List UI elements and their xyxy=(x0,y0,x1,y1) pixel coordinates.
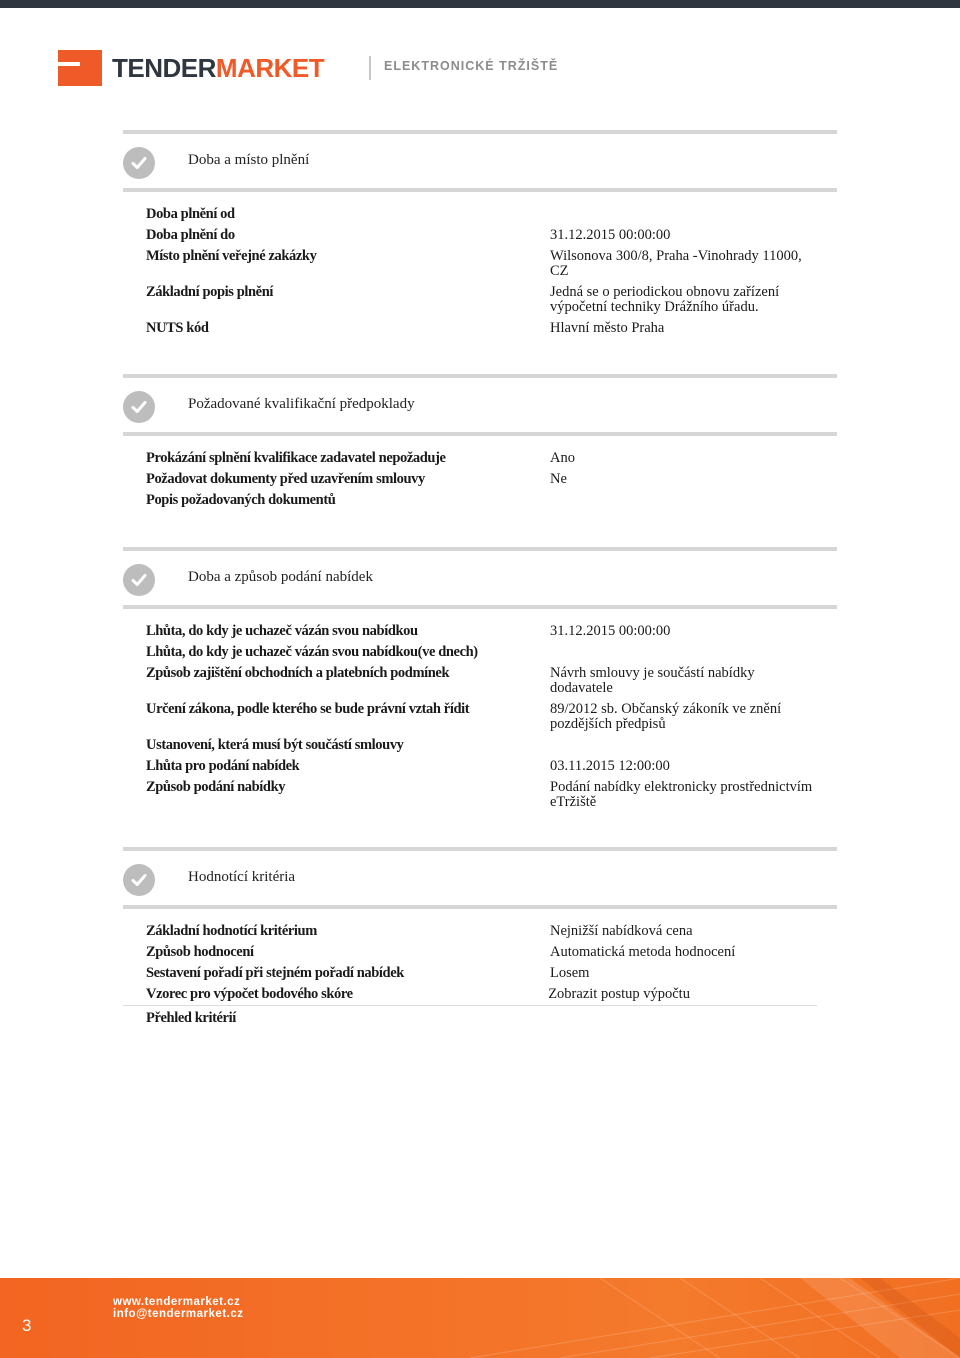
footer-website-link[interactable]: www.tendermarket.cz xyxy=(113,1296,241,1308)
detail-row xyxy=(123,621,837,642)
detail-row xyxy=(123,942,837,963)
row-value xyxy=(550,642,820,663)
logo-subtitle: ELEKTRONICKÉ TRŽIŠTĚ xyxy=(384,59,559,73)
section-header xyxy=(123,374,837,436)
footer xyxy=(0,1278,960,1358)
detail-row xyxy=(123,963,837,984)
row-value: Ano xyxy=(550,450,575,466)
section-header xyxy=(123,847,837,909)
detail-row xyxy=(123,246,837,282)
section-rows xyxy=(123,921,837,1029)
row-value: Hlavní město Praha xyxy=(550,320,665,336)
row-label: Místo plnění veřejné zakázky xyxy=(146,248,317,264)
row-value xyxy=(550,735,820,756)
top-bar xyxy=(0,0,960,8)
detail-row xyxy=(123,318,837,339)
detail-row xyxy=(123,921,837,942)
row-label: Doba plnění do xyxy=(146,227,235,243)
section-doba-zpusob-podani xyxy=(123,547,837,813)
row-value: Zobrazit postup výpočtu xyxy=(548,986,690,1002)
logo-word-market: MARKET xyxy=(215,53,325,83)
row-value xyxy=(550,204,820,225)
section-rows xyxy=(123,204,837,339)
section-header xyxy=(123,547,837,609)
check-circle-icon xyxy=(123,564,155,596)
logo-divider xyxy=(369,56,371,80)
row-value: Nejnižší nabídková cena xyxy=(550,923,693,939)
check-circle-icon xyxy=(123,391,155,423)
detail-row xyxy=(123,777,837,813)
row-label: Přehled kritérií xyxy=(146,1010,236,1026)
row-label: Lhůta pro podání nabídek xyxy=(146,758,300,774)
row-label: Způsob hodnocení xyxy=(146,944,254,960)
tendermarket-logo-icon xyxy=(58,50,102,86)
row-label: Popis požadovaných dokumentů xyxy=(146,492,336,508)
row-value: 31.12.2015 00:00:00 xyxy=(550,227,671,243)
row-label: Základní hodnotící kritérium xyxy=(146,923,317,939)
detail-row xyxy=(123,204,837,225)
detail-row xyxy=(123,984,817,1006)
detail-row xyxy=(123,642,837,663)
row-label: Sestavení pořadí při stejném pořadí nabídek xyxy=(146,965,404,981)
section-title: Požadované kvalifikační předpoklady xyxy=(188,396,415,412)
section-rows xyxy=(123,448,837,511)
section-title: Doba a místo plnění xyxy=(188,152,310,168)
detail-row xyxy=(123,699,837,735)
section-title: Hodnotící kritéria xyxy=(188,869,296,885)
row-value: 03.11.2015 12:00:00 xyxy=(550,758,670,774)
row-value: 89/2012 sb. Občanský zákoník ve znění pozdějších předpisů xyxy=(550,701,782,732)
section-title: Doba a způsob podání nabídek xyxy=(188,569,373,585)
row-value xyxy=(550,490,820,511)
row-value: Jedná se o periodickou obnovu zařízení výpočetní techniky Drážního úřadu. xyxy=(550,284,780,315)
row-label: Doba plnění od xyxy=(146,206,235,222)
check-circle-icon xyxy=(123,864,155,896)
row-label: Prokázání splnění kvalifikace zadavatel nepožaduje xyxy=(146,450,446,466)
detail-row xyxy=(123,1008,837,1029)
row-label: Způsob podání nabídky xyxy=(146,779,286,795)
row-value: Automatická metoda hodnocení xyxy=(550,944,736,960)
row-label: Základní popis plnění xyxy=(146,284,274,300)
section-header xyxy=(123,130,837,192)
row-label: Lhůta, do kdy je uchazeč vázán svou nabídkou(ve dnech) xyxy=(146,644,478,660)
row-label: Určení zákona, podle kterého se bude právní vztah řídit xyxy=(146,701,470,717)
detail-row xyxy=(123,282,837,318)
section-kvalifikacni-predpoklady xyxy=(123,374,837,511)
logo-wordmark xyxy=(112,50,324,86)
section-doba-misto-plneni xyxy=(123,130,837,339)
detail-row xyxy=(123,469,837,490)
row-value: Návrh smlouvy je součástí nabídky dodavatele xyxy=(550,665,755,696)
row-label: Ustanovení, která musí být součástí smlouvy xyxy=(146,737,404,753)
row-value: 31.12.2015 00:00:00 xyxy=(550,623,671,639)
tendermarket-logo xyxy=(58,48,324,88)
row-label: Požadovat dokumenty před uzavřením smlouvy xyxy=(146,471,425,487)
row-value: Ne xyxy=(550,471,567,487)
check-circle-icon xyxy=(123,147,155,179)
row-label: NUTS kód xyxy=(146,320,209,336)
section-rows xyxy=(123,621,837,813)
detail-row xyxy=(123,225,837,246)
detail-row xyxy=(123,756,837,777)
detail-row xyxy=(123,663,837,699)
row-value: Podání nabídky elektronicky prostřednictvím eTržiště xyxy=(550,779,813,810)
footer-contacts xyxy=(113,1296,244,1320)
logo-word-tender: TENDER xyxy=(112,53,216,83)
detail-row xyxy=(123,448,837,469)
footer-email-link[interactable]: info@tendermarket.cz xyxy=(113,1308,244,1320)
row-value: Losem xyxy=(550,965,590,981)
row-label: Lhůta, do kdy je uchazeč vázán svou nabídkou xyxy=(146,623,418,639)
row-label: Vzorec pro výpočet bodového skóre xyxy=(146,986,353,1002)
page-number: 3 xyxy=(22,1316,32,1335)
section-hodnotici-kriteria xyxy=(123,847,837,1029)
row-value xyxy=(550,1008,820,1029)
row-label: Způsob zajištění obchodních a platebních podmínek xyxy=(146,665,450,681)
detail-row xyxy=(123,490,837,511)
row-value: Wilsonova 300/8, Praha -Vinohrady 11000, CZ xyxy=(550,248,802,279)
detail-row xyxy=(123,735,837,756)
